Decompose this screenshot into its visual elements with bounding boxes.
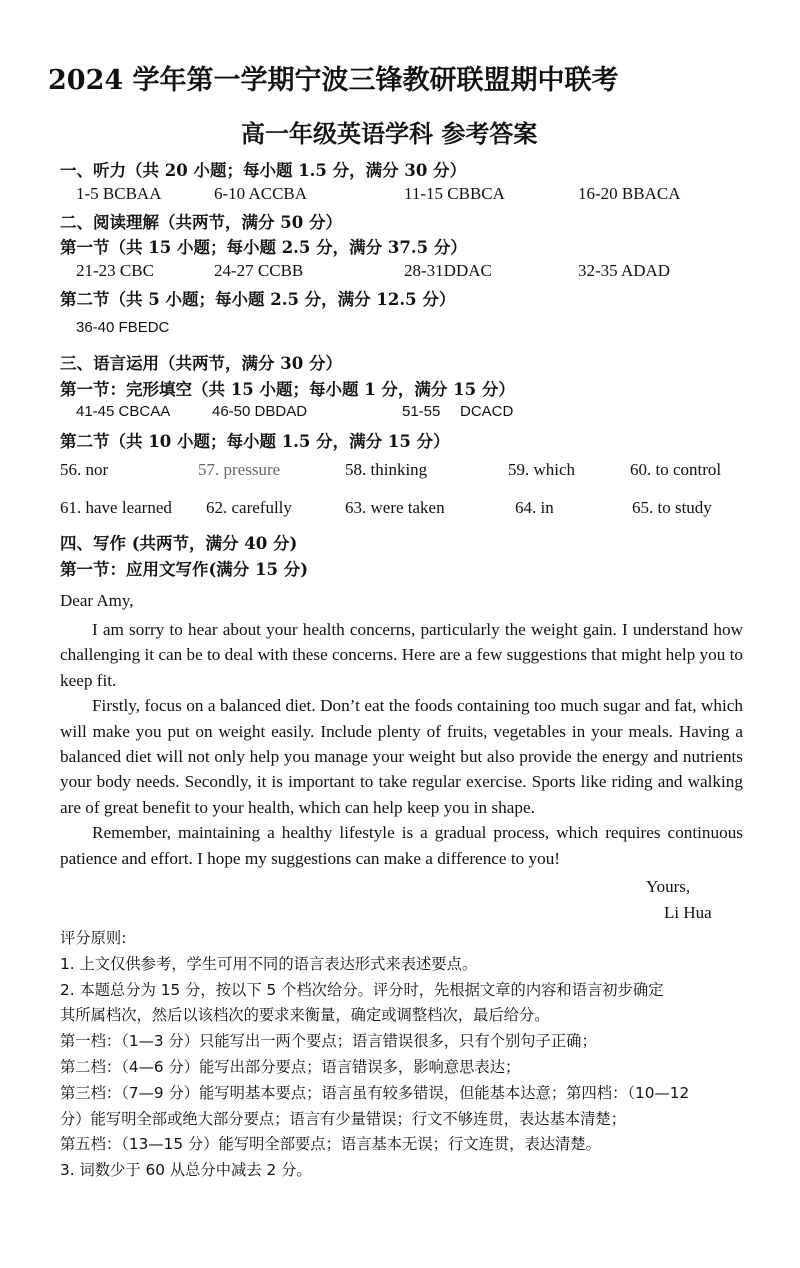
reading-heading: 二、阅读理解（共两节，满分 50 分）: [60, 213, 342, 232]
listening-answer: 16-20 BBACA: [578, 184, 681, 203]
scoring-line: 第五档：（13—15 分）能写明全部要点；语言基本无误；行文连贯，表达清楚。: [60, 1135, 601, 1154]
cloze-answer: 51-55: [402, 403, 441, 420]
letter-paragraph: I am sorry to hear about your health concerns, particularly the weight gain. I understand how challenging it can be to deal with these concerns. Here are a few suggestions that might help you to keep fit.: [60, 620, 743, 690]
reading-answer: 28-31DDAC: [404, 261, 492, 280]
listening-answer: 1-5 BCBAA: [76, 184, 162, 203]
listening-answer: 11-15 CBBCA: [404, 184, 505, 203]
scoring-line: 2. 本题总分为 15 分，按以下 5 个档次给分。评分时，先根据文章的内容和语言初步确定: [60, 980, 664, 999]
scoring-line: 其所属档次，然后以该档次的要求来衡量，确定或调整档次，最后给分。: [60, 1006, 550, 1025]
listening-answer: 6-10 ACCBA: [214, 184, 308, 203]
scoring-line: 3. 词数少于 60 从总分中减去 2 分。: [60, 1161, 312, 1180]
scoring-heading: 评分原则:: [60, 929, 127, 947]
cloze-answer: 46-50 DBDAD: [212, 403, 308, 420]
scoring-line: 第一档：（1—3 分）只能写出一两个要点；语言错误很多，只有个别句子正确；: [60, 1032, 597, 1051]
grammar-answer: 59. which: [508, 460, 576, 479]
grammar-answer: 65. to study: [632, 498, 712, 517]
listening-heading: 一、听力（共 20 小题；每小题 1.5 分，满分 30 分）: [60, 161, 467, 180]
cloze-answer: 41-45 CBCAA: [76, 403, 171, 420]
grammar-answer: 64. in: [515, 498, 554, 517]
reading-section1-heading: 第一节（共 15 小题；每小题 2.5 分，满分 37.5 分）: [60, 238, 467, 257]
page-title: 2024 学年第一学期宁波三锋教研联盟期中联考: [48, 65, 619, 96]
letter-salutation: Dear Amy,: [60, 591, 134, 610]
scoring-line: 第二档：（4—6 分）能写出部分要点；语言错误多，影响意思表达；: [60, 1057, 521, 1076]
reading-section2-heading: 第二节（共 5 小题；每小题 2.5 分，满分 12.5 分）: [60, 290, 456, 309]
scoring-line: 第三档：（7—9 分）能写明基本要点；语言虽有较多错误，但能基本达意；第四档：（10—12: [60, 1083, 690, 1102]
reading-answer: 32-35 ADAD: [578, 261, 671, 280]
writing-heading: 四、写作 (共两节，满分 40 分): [60, 534, 298, 553]
letter-signature: Li Hua: [664, 903, 712, 922]
scoring-line: 分）能写明全部或绝大部分要点；语言有少量错误；行文不够连贯，表达基本清楚；: [60, 1109, 626, 1128]
letter-body: [60, 617, 743, 871]
grammar-answer: 63. were taken: [345, 498, 445, 517]
letter-paragraph: Firstly, focus on a balanced diet. Don’t eat the foods containing too much sugar and fat, which will make you put on weight easily. Include plenty of fruits, vegetables in your meals. Having a balanced diet will not only help you manage your weight but also provide the energy and nutrients your body needs. Secondly, it is important to take regular exercise. Sports like riding and walking are of great benefit to your health, which can help keep you in shape.: [60, 696, 743, 817]
grammar-answer: 57. pressure: [198, 460, 281, 479]
cloze-heading: 第一节：完形填空（共 15 小题；每小题 1 分，满分 15 分）: [60, 380, 515, 399]
grammar-answer: 60. to control: [630, 460, 722, 479]
reading-answer: 21-23 CBC: [76, 261, 154, 280]
letter-closing: Yours,: [646, 877, 691, 896]
grammar-answer: 56. nor: [60, 460, 109, 479]
reading-answer: 24-27 CCBB: [214, 261, 304, 280]
page-subtitle: 高一年级英语学科 参考答案: [241, 119, 538, 148]
letter-paragraph: Remember, maintaining a healthy lifestyle is a gradual process, which requires continuous patience and effort. I hope my suggestions can make a difference to you!: [60, 823, 743, 868]
reading-section2-answer: 36-40 FBEDC: [76, 319, 170, 336]
grammar-answer: 61. have learned: [60, 498, 172, 517]
scoring-line: 1. 上文仅供参考，学生可用不同的语言表达形式来表述要点。: [60, 954, 478, 973]
grammar-answer: 62. carefully: [206, 498, 292, 517]
writing-section1-heading: 第一节：应用文写作(满分 15 分): [60, 560, 309, 579]
grammar-fill-heading: 第二节（共 10 小题；每小题 1.5 分，满分 15 分）: [60, 432, 450, 451]
language-heading: 三、语言运用（共两节，满分 30 分）: [60, 354, 342, 373]
scoring-rules: [60, 926, 750, 1184]
grammar-answer: 58. thinking: [345, 460, 428, 479]
cloze-answer: DCACD: [460, 403, 514, 420]
